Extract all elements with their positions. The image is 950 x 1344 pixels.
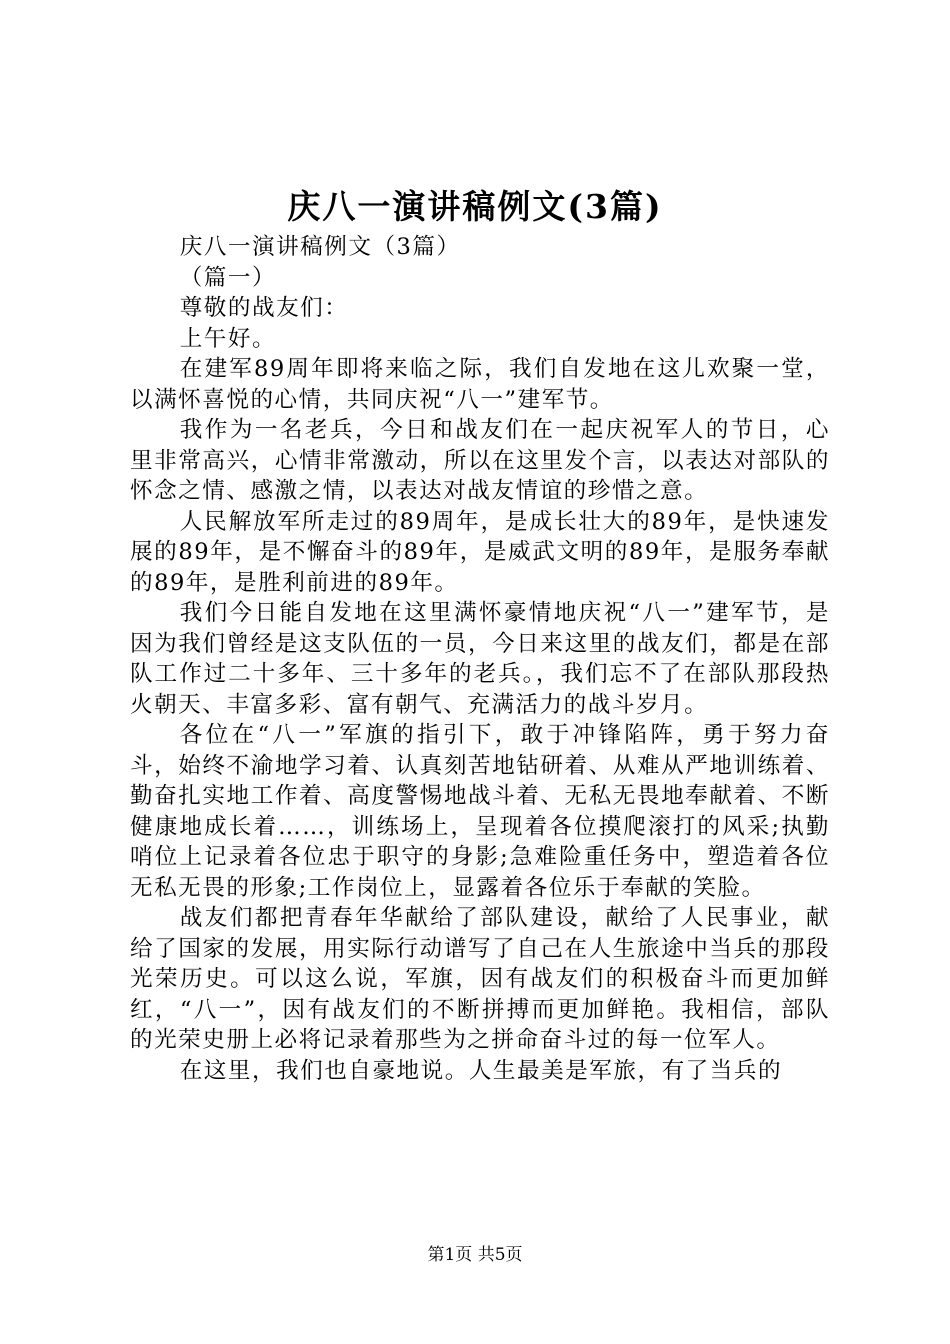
greeting-paragraph: 上午好。 <box>179 325 277 352</box>
body-paragraph: 在这里，我们也自豪地说。人生最美是军旅，有了当兵的 <box>179 1057 783 1084</box>
body-paragraph: 我们今日能自发地在这里满怀豪情地庆祝“八一”建军节，是因为我们曾经是这支队伍的一员，今日来这里的战友们，都是在部队工作过二十多年、三十多年的老兵。，我们忘不了在部队那段热火朝天、丰富多彩、富有朝气、充满活力的战斗岁月。 <box>130 600 830 718</box>
section-label-paragraph: （篇一） <box>179 264 277 291</box>
document-body <box>130 232 830 1086</box>
body-paragraph: 在建军89周年即将来临之际，我们自发地在这儿欢聚一堂，以满怀喜悦的心情，共同庆祝“八一”建军节。 <box>130 356 830 413</box>
salutation-paragraph: 尊敬的战友们： <box>179 295 349 321</box>
page-number-footer: 第1页 共5页 <box>427 1245 523 1265</box>
body-paragraph: 人民解放军所走过的89周年，是成长壮大的89年，是快速发展的89年，是不懈奋斗的89年，是威武文明的89年，是服务奉献的89年，是胜利前进的89年。 <box>130 508 830 596</box>
body-paragraph: 各位在“八一”军旗的指引下，敢于冲锋陷阵，勇于努力奋斗，始终不渝地学习着、认真刻苦地钻研着、从难从严地训练着、勤奋扎实地工作着、高度警惕地战斗着、无私无畏地奉献着、不断健康地成长着……，训练场上，呈现着各位摸爬滚打的风采;执勤哨位上记录着各位忠于职守的身影;急难险重任务中，塑造着各位无私无畏的形象;工作岗位上，显露着各位乐于奉献的笑脸。 <box>130 722 830 901</box>
body-paragraph: 我作为一名老兵，今日和战友们在一起庆祝军人的节日，心里非常高兴，心情非常激动，所以在这里发个言，以表达对部队的怀念之情、感激之情，以表达对战友情谊的珍惜之意。 <box>130 417 830 504</box>
document-title: 庆八一演讲稿例文(3篇) <box>287 187 663 226</box>
subtitle-paragraph: 庆八一演讲稿例文（3篇） <box>179 234 461 260</box>
body-paragraph: 战友们都把青春年华献给了部队建设，献给了人民事业，献给了国家的发展，用实际行动谱写了自己在人生旅途中当兵的那段光荣历史。可以这么说，军旗，因有战友们的积极奋斗而更加鲜红，“八一”，因有战友们的不断拼搏而更加鲜艳。我相信，部队的光荣史册上必将记录着那些为之拼命奋斗过的每一位军人。 <box>130 905 830 1053</box>
